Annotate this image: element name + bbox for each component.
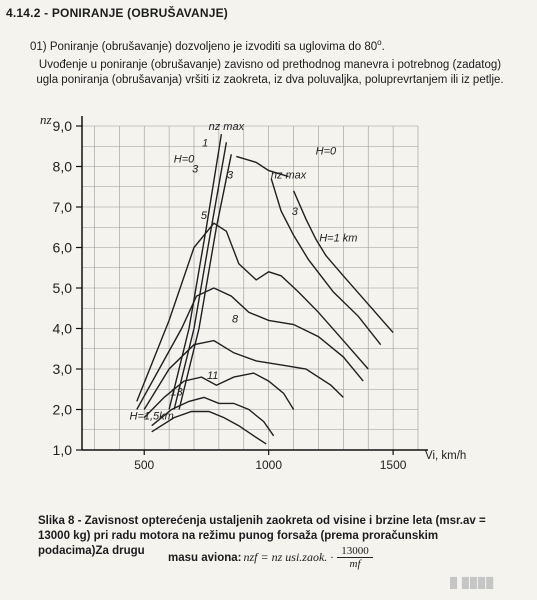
y-tick-label: 3,0 [52, 361, 72, 377]
annotation-3: 3 [192, 163, 199, 176]
formula-numerator: 13000 [337, 545, 373, 558]
annotation-11: 8 [232, 313, 239, 326]
y-tick-label: 7,0 [52, 199, 72, 215]
degree-sup: o [377, 38, 382, 47]
y-tick-label: 8,0 [52, 158, 72, 175]
annotation-12: 11 [206, 370, 219, 383]
paragraph-1-text: 01) Poniranje (obrušavanje) dozvoljeno je izvoditi sa uglovima do 80 [30, 40, 378, 53]
paragraph-1-suffix: . [381, 40, 385, 53]
annotation-5: 3 [227, 169, 234, 182]
annotation-4: nz max [208, 121, 245, 134]
section-title: 4.14.2 - PONIRANJE (OBRUŠAVANJE) [6, 6, 229, 20]
annotation-9: 5 [200, 210, 208, 223]
y-tick-label: 9,0 [52, 118, 72, 134]
y-tick-label: 1,0 [52, 442, 72, 458]
figure-caption: Slika 8 - Zavisnost opterećenja ustaljenih zaokreta od visine i brzine leta (msr.av = 13000 kg) pri radu motora na režimu punog forsaža (prema proračunskim podacima)Za drugu [38, 515, 486, 557]
annotation-7: nz max [270, 169, 307, 182]
chart-grid [82, 126, 418, 450]
annotation-2: 1 [202, 137, 209, 150]
series-line-3 [179, 154, 231, 409]
formula-lhs: nzf = nz usi.zaok. · [243, 550, 334, 564]
y-tick-label: 6,0 [52, 239, 72, 256]
x-axis-label: Vi, km/h [425, 450, 467, 462]
x-tick-label: 500 [134, 458, 155, 472]
chart-axes [82, 116, 428, 450]
formula-fraction [337, 545, 373, 570]
paragraph-1 [30, 38, 520, 53]
formula-denominator: mf [349, 558, 361, 570]
annotation-6: H=0 [315, 145, 337, 158]
annotation-8: 3 [291, 206, 298, 219]
series-line-2 [174, 142, 226, 409]
annotation-1: H=0 [173, 153, 195, 166]
y-tick-label: 5,0 [52, 280, 72, 296]
annotation-13: 13 [170, 386, 183, 399]
x-tick-label: 1500 [379, 458, 407, 472]
series-line-5 [271, 179, 381, 345]
nz-chart [0, 108, 537, 513]
y-axis-label: nz [40, 112, 52, 127]
paragraph-2: Uvođenje u poniranje (obrušavanje) zavisno od prethodnog manevra i potrebnog (zadatog) ugla poniranja (obrušavanja) vršiti iz zaokreta, iz dva poluvaljka, poluprevrtanjem ili iz petlje. [36, 59, 504, 86]
annotation-10: H=1 km [319, 232, 358, 245]
x-tick-label: 1000 [255, 458, 283, 472]
annotation-14: H=1,5km [129, 410, 174, 423]
watermark: █ ████ [450, 578, 495, 589]
y-tick-label: 4,0 [52, 320, 72, 337]
formula-label: masu aviona: [168, 551, 242, 564]
y-tick-label: 2,0 [52, 401, 72, 418]
formula [168, 545, 508, 570]
series-line-7 [137, 223, 368, 401]
